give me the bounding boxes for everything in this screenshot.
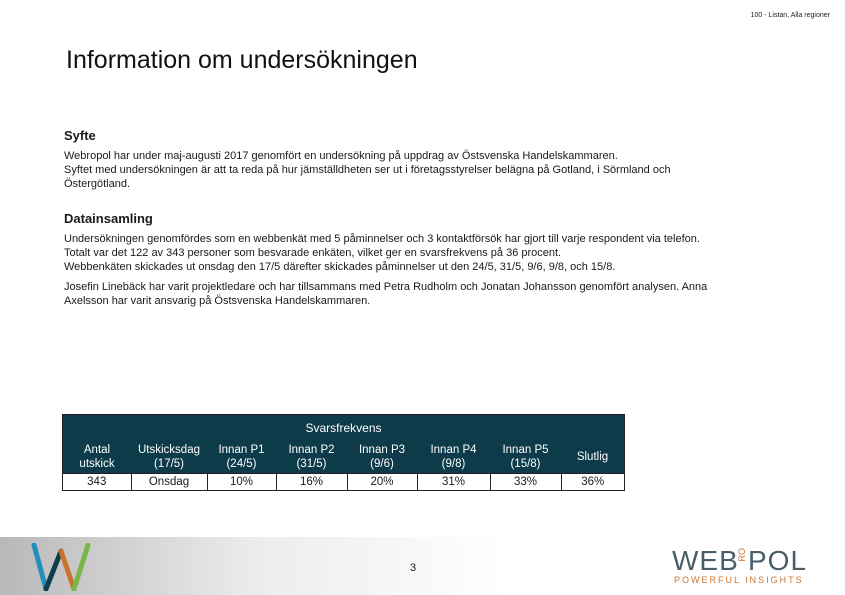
column-header: Innan P3 (9/6)	[347, 440, 417, 474]
table-row	[63, 474, 625, 491]
column-header: Innan P4 (9/8)	[417, 440, 490, 474]
section-syfte	[64, 129, 784, 191]
column-header: Utskicksdag (17/5)	[131, 440, 207, 474]
datainsamling-text	[64, 232, 784, 274]
column-header: Antal utskick	[63, 440, 132, 474]
brand-pol: POL	[748, 545, 808, 576]
table-header-row	[63, 440, 625, 474]
table-cell: Onsdag	[131, 474, 207, 491]
table-cell: 31%	[417, 474, 490, 491]
team-line: Axelsson har varit ansvarig på Östsvenska Handelskammaren.	[64, 295, 371, 307]
syfte-line: Östergötland.	[64, 178, 131, 190]
brand-ro: RO	[737, 548, 747, 562]
column-header: Innan P1 (24/5)	[207, 440, 276, 474]
webropol-w-logo-icon	[30, 543, 92, 591]
table-cell: 33%	[490, 474, 561, 491]
column-header: Innan P5 (15/8)	[490, 440, 561, 474]
team-text	[64, 280, 784, 308]
section-heading-syfte: Syfte	[64, 128, 96, 143]
section-heading-datainsamling: Datainsamling	[64, 211, 153, 226]
brand-web: WEB	[672, 545, 739, 576]
table-cell: 10%	[207, 474, 276, 491]
column-header: Innan P2 (31/5)	[276, 440, 347, 474]
syfte-text	[64, 149, 784, 191]
brand-tagline: POWERFUL INSIGHTS	[674, 575, 804, 585]
webropol-brand-logo	[672, 545, 812, 585]
syfte-line: Webropol har under maj-augusti 2017 genomfört en undersökning på uppdrag av Östsvenska Handelskammaren.	[64, 150, 618, 162]
team-line: Josefin Linebäck har varit projektledare och har tillsammans med Petra Rudholm och Jonatan Johansson genomfört analysen. Anna	[64, 281, 708, 293]
datainsamling-line: Undersökningen genomfördes som en webbenkät med 5 påminnelser och 3 kontaktförsök har gjort till varje respondent via telefon.	[64, 233, 700, 245]
syfte-line: Syftet med undersökningen är att ta reda på hur jämställdheten ser ut i företagsstyrelser belägna på Gotland, i Sörmland och	[64, 164, 671, 176]
column-header: Slutlig	[561, 440, 625, 474]
page-title: Information om undersökningen	[66, 46, 418, 74]
table-cell: 20%	[347, 474, 417, 491]
page-number: 3	[410, 562, 417, 574]
section-datainsamling	[64, 212, 784, 308]
header-note: 100 - Listan, Alla regioner	[750, 12, 830, 19]
datainsamling-line: Webbenkäten skickades ut onsdag den 17/5 därefter skickades påminnelser ut den 24/5, 31/5, 9/6, 9/8, och 15/8.	[64, 261, 616, 273]
table-cell: 16%	[276, 474, 347, 491]
datainsamling-line: Totalt var det 122 av 343 personer som besvarade enkäten, vilket ger en svarsfrekvens på 36 procent.	[64, 247, 562, 259]
table-title: Svarsfrekvens	[63, 415, 625, 441]
table-cell: 343	[63, 474, 132, 491]
table-cell: 36%	[561, 474, 625, 491]
response-rate-table	[62, 414, 625, 491]
